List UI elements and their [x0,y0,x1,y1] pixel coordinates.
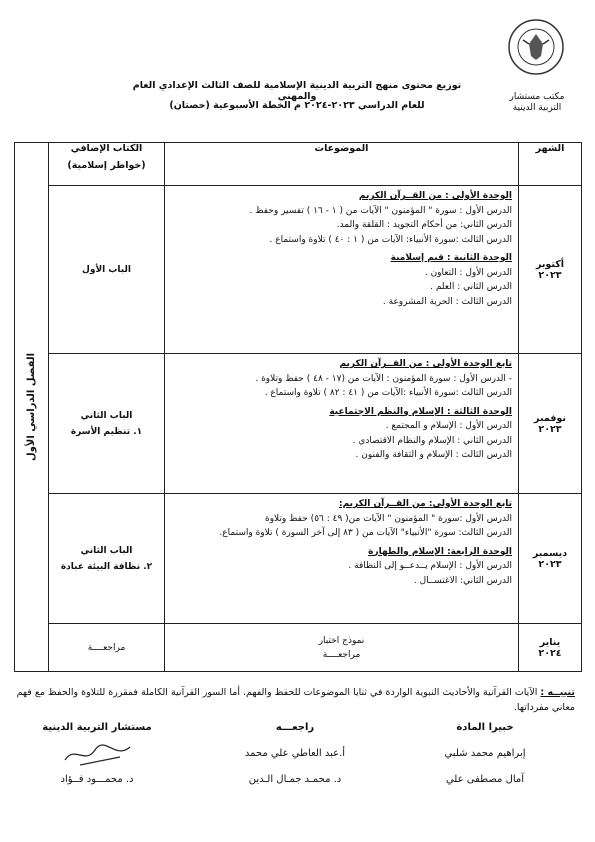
lesson-item: الدرس الأول : الإسلام و المجتمع . [385,421,512,431]
month-cell [519,354,582,494]
unit-title: تابع الوحدة الأولى : من القــرآن الكريم [339,359,512,369]
book-cell [49,494,165,624]
reviewer-name: أ.عبد العاطي علي محمد [244,748,346,759]
experts-signature-block [405,715,565,793]
topics-cell [165,354,519,494]
lesson-item: الدرس الثاني : العلم . [430,282,512,292]
unit-title: تابع الوحدة الأولى: من القــرآن الكريم: [339,499,512,509]
term-label: الفصل الدراسي الأول [26,353,37,461]
table-header-row [15,143,582,186]
revision-label: مراجعــــة [322,649,361,660]
book-topic: ١. تنظيم الأسرة [70,426,143,437]
lesson-item: الدرس الثالث: سورة "الأنبياء" الآيات من ( ٨٣ إلى آخر السورة ) تلاوة واستماع. [219,528,512,538]
lesson-item: الدرس الثالث :سورة الأنبياء :الآيات من ( ٤١ : ٨٢ ) تلاوة واستماع . [264,388,512,398]
experts-title: خبيرا المادة [456,722,514,733]
advisor-name: د. محمـــود فــؤاد [60,774,134,785]
note-label: تنبيــه : [540,687,575,698]
topics-cell [165,624,519,672]
unit-title: الوحدة الثالثة : الإسلام والنظم الاجتماعية [329,406,512,417]
month-cell [519,494,582,624]
advisor-title: مستشار التربية الدينية [42,722,152,733]
office-line1: مكتب مستشار [509,92,565,102]
month-cell [519,624,582,672]
month-header: الشهر [519,143,582,186]
month-name: أكتوبر [535,258,565,270]
document-title: توزيع محتوى منهج التربية الدينية الإسلامية للصف الثالث الإعدادي العام والمهني [132,80,462,102]
table-row-january [15,624,582,672]
book-chapter: الباب الثاني [80,410,133,421]
book-cell [49,624,165,672]
book-header-line1: الكتاب الإضافي [70,143,143,154]
lesson-item: الدرس الثالث : الحرية المشروعة . [382,296,512,307]
note-text: الآيات القرآنية والأحاديث النبوية الواردة في ثنايا الموضوعات للحفظ والفهم. أما السور القرآنية الكاملة فمقررة للتلاوة والحفظ مع فهم معاني مفرداتها. [16,687,575,713]
lesson-item: الدرس الثاني: الاغتســال . [413,575,512,586]
book-header-line2: (خواطر إسلامية) [67,160,146,171]
book-cell [49,354,165,494]
ministry-logo [507,18,565,82]
lesson-item: الدرس الثاني : الإسلام والنظام الاقتصادي . [352,435,512,446]
table-row-december [15,494,582,624]
month-year: ٢٠٢٤ [538,647,562,659]
office-line2: التربية الدينية [512,103,562,113]
month-year: ٢٠٢٣ [538,558,562,570]
month-name: يناير [539,636,561,648]
reviewer-name: د. محمـد جمـال الـدين [248,774,342,785]
unit-title: الوحدة الثانية : قيم إسلامية [390,253,512,263]
book-chapter: الباب الثاني [80,545,133,556]
lesson-item: الدرس الأول :سورة " المؤمنون " الآيات من( ٤٩ : ٥٦) حفظ وتلاوة [265,513,512,524]
reviewers-signature-block [210,715,380,793]
topics-header: الموضوعات [165,143,519,186]
month-year: ٢٠٢٣ [538,423,562,435]
month-name: ديسمبر [532,547,568,559]
note-block [15,685,575,715]
table-row-october [15,186,582,354]
revision-label: مراجعــــة [87,642,126,653]
term-column [15,143,49,672]
month-year: ٢٠٢٣ [538,269,562,281]
unit-title: الوحدة الرابعة: الإسلام والطهارة [368,546,512,557]
document-subtitle: للعام الدراسي ٢٠٢٣-٢٠٢٤ م الخطة الأسبوعية (حصتان) [169,100,425,111]
month-name: نوفمبر [534,412,566,424]
lesson-item: الدرس الأول : التعاون . [424,267,512,278]
lesson-item: الدرس الثالث :سورة الأنبياء: الآيات من ( ١ : ٤٠ ) تلاوة واستماع . [269,234,512,245]
office-label [497,92,577,114]
book-cell [49,186,165,354]
lesson-item: الدرس الأول : الإسلام يــدعــو إلى النظافة . [348,561,512,571]
expert-name: إبراهيم محمد شلبي [444,748,526,759]
lesson-item: الدرس الثالث : الإسلام و الثقافة والفنون . [355,450,512,460]
lesson-item: - الدرس الأول : سورة المؤمنون : الآيات من (١٧ - ٤٨ ) حفظ وتلاوة . [255,373,512,384]
expert-name: آمال مصطفى علي [445,774,525,785]
reviewers-title: راجعـــه [275,722,315,733]
table-row-november [15,354,582,494]
month-cell [519,186,582,354]
book-chapter: الباب الأول [82,264,131,275]
lesson-item: الدرس الأول : سورة " المؤمنون " الآيات من ( ١ - ١٦ ) تفسير وحفظ . [249,205,512,216]
curriculum-table [14,142,582,672]
exam-model: نموذج اختبار [318,635,365,646]
book-topic: ٢. نظافة البيئة عبادة [60,561,153,572]
unit-title: الوحدة الأولى : من القــرآن الكريم [358,191,512,201]
handwritten-signature [60,735,140,775]
lesson-item: الدرس الثاني: من أحكام التجويد : القلقة والمد. [336,220,512,230]
topics-cell [165,494,519,624]
book-header [49,143,165,186]
topics-cell [165,186,519,354]
